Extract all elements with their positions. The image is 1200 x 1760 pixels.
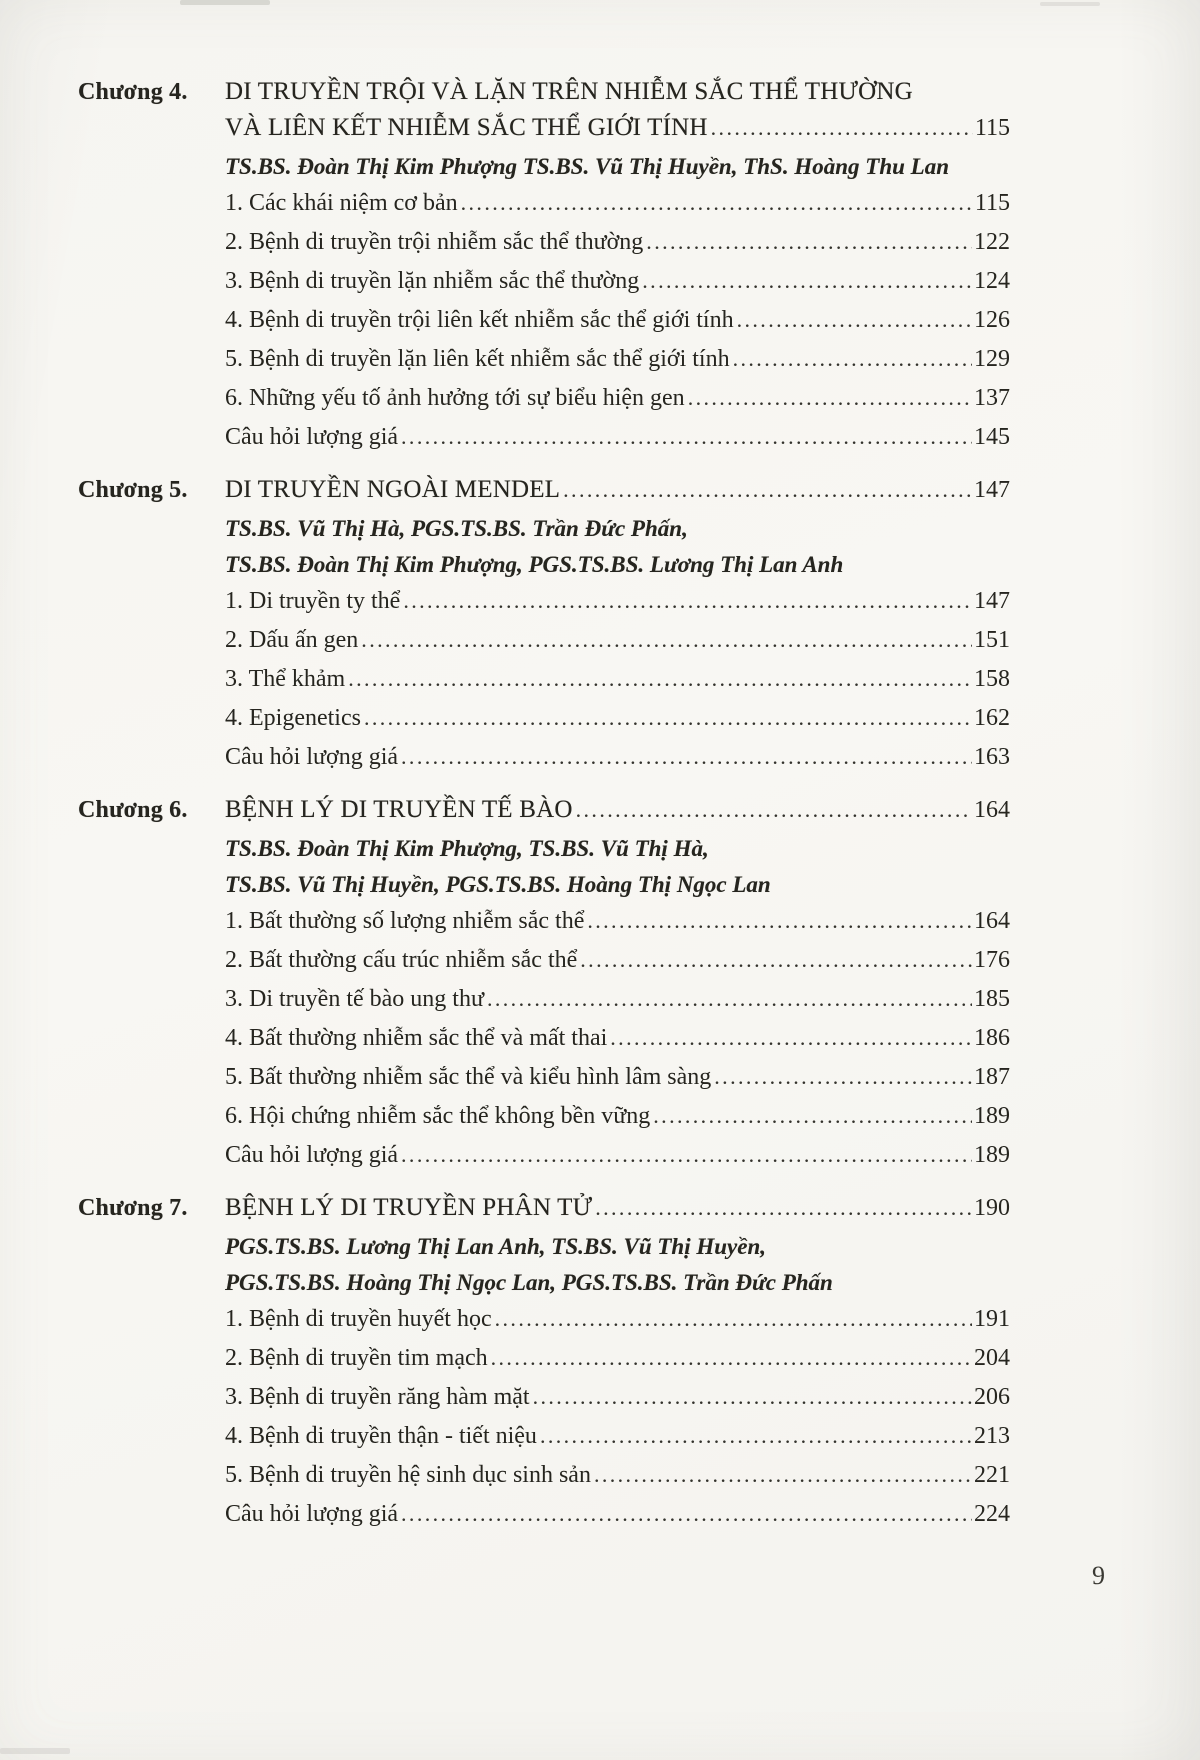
toc-entry-row [225,263,1010,302]
dot-leader [563,472,972,511]
chapter-label: Chương 5. [78,477,188,503]
toc-entry-page: 164 [974,908,1010,934]
toc-entry-page: 190 [974,1195,1010,1221]
toc-entry-text: Câu hỏi lượng giá [225,1501,399,1527]
toc-entry-text: VÀ LIÊN KẾT NHIỄM SẮC THỂ GIỚI TÍNH [225,114,708,141]
toc-entry-page: 204 [974,1345,1010,1371]
dot-leader [533,1379,972,1418]
dot-leader [594,1457,972,1496]
dot-leader [461,185,973,224]
table-of-contents [78,74,1010,1535]
toc-entry-text: BỆNH LÝ DI TRUYỀN PHÂN TỬ [225,1194,593,1221]
toc-entry-text: 1. Các khái niệm cơ bản [225,190,458,216]
toc-chapter-block [78,792,1010,1176]
chapter-content [225,472,1010,778]
dot-leader [580,942,972,981]
chapter-content [225,792,1010,1176]
toc-entry-page: 206 [974,1384,1010,1410]
toc-entry-text: 2. Dấu ấn gen [225,627,359,653]
toc-entry-row [225,419,1010,458]
toc-entry-row [225,1379,1010,1418]
dot-leader [642,263,972,302]
toc-entry-text: 5. Bệnh di truyền hệ sinh dục sinh sản [225,1462,591,1488]
toc-entry-page: 147 [974,477,1010,503]
toc-row-text: PGS.TS.BS. Hoàng Thị Ngọc Lan, PGS.TS.BS. Trần Đức Phấn [225,1270,833,1295]
dot-leader [401,1137,972,1176]
toc-entry-text: BỆNH LÝ DI TRUYỀN TẾ BÀO [225,796,573,823]
toc-entry-row [225,1020,1010,1059]
toc-entry-text: 2. Bất thường cấu trúc nhiễm sắc thể [225,947,578,973]
toc-row-text: TS.BS. Đoàn Thị Kim Phượng TS.BS. Vũ Thị Huyền, ThS. Hoàng Thu Lan [225,154,949,179]
dot-leader [487,981,972,1020]
toc-text-row [225,149,1010,185]
toc-text-row [225,1229,1010,1265]
dot-leader [610,1020,972,1059]
toc-row-text: TS.BS. Đoàn Thị Kim Phượng, PGS.TS.BS. Lương Thị Lan Anh [225,552,844,577]
toc-entry-row [225,583,1010,622]
toc-entry-row [225,1301,1010,1340]
dot-leader [595,1190,972,1229]
toc-entry-row [225,622,1010,661]
toc-text-row [225,1265,1010,1301]
toc-text-row [225,867,1010,903]
toc-entry-row [225,380,1010,419]
toc-entry-page: 189 [974,1103,1010,1129]
toc-text-row [225,547,1010,583]
dot-leader [364,700,972,739]
toc-entry-page: 124 [974,268,1010,294]
toc-entry-text: 4. Bất thường nhiễm sắc thể và mất thai [225,1025,608,1051]
toc-entry-page: 185 [974,986,1010,1012]
toc-entry-row [225,942,1010,981]
toc-entry-row [225,1340,1010,1379]
toc-entry-text: 3. Di truyền tế bào ung thư [225,986,484,1012]
toc-entry-page: 145 [974,424,1010,450]
toc-entry-page: 191 [974,1306,1010,1332]
toc-entry-row [225,1418,1010,1457]
toc-entry-text: Câu hỏi lượng giá [225,744,399,770]
toc-entry-text: 1. Di truyền ty thể [225,588,401,614]
dot-leader [737,302,972,341]
toc-entry-page: 213 [974,1423,1010,1449]
toc-entry-row [225,185,1010,224]
toc-entry-text: 3. Bệnh di truyền răng hàm mặt [225,1384,530,1410]
toc-entry-row [225,661,1010,700]
toc-entry-page: 187 [974,1064,1010,1090]
toc-entry-row [225,792,1010,831]
toc-entry-row [225,302,1010,341]
chapter-label: Chương 6. [78,797,188,823]
scan-artifact [0,1748,70,1754]
toc-entry-text: 4. Bệnh di truyền trội liên kết nhiễm sắc thể giới tính [225,307,734,333]
chapter-label: Chương 7. [78,1195,188,1221]
dot-leader [401,739,972,778]
toc-entry-page: 189 [974,1142,1010,1168]
toc-entry-page: 115 [974,190,1010,216]
toc-row-text: PGS.TS.BS. Lương Thị Lan Anh, TS.BS. Vũ Thị Huyền, [225,1234,767,1259]
toc-entry-page: 122 [974,229,1010,255]
corner-page-number: 9 [1092,1561,1105,1590]
dot-leader [714,1059,972,1098]
toc-entry-page: 176 [974,947,1010,973]
toc-entry-text: 2. Bệnh di truyền trội nhiễm sắc thể thường [225,229,644,255]
toc-row-text: TS.BS. Đoàn Thị Kim Phượng, TS.BS. Vũ Thị Hà, [225,836,709,861]
toc-entry-page: 126 [974,307,1010,333]
toc-row-text: TS.BS. Vũ Thị Huyền, PGS.TS.BS. Hoàng Thị Ngọc Lan [225,872,771,897]
dot-leader [401,1496,972,1535]
toc-entry-page: 158 [974,666,1010,692]
toc-entry-row [225,981,1010,1020]
toc-entry-row [225,1137,1010,1176]
toc-row-text: TS.BS. Vũ Thị Hà, PGS.TS.BS. Trần Đức Phấn, [225,516,688,541]
dot-leader [403,583,972,622]
dot-leader [688,380,972,419]
dot-leader [646,224,972,263]
toc-entry-text: 4. Epigenetics [225,705,361,731]
toc-chapter-block [78,472,1010,778]
toc-entry-page: 163 [974,744,1010,770]
toc-entry-page: 186 [974,1025,1010,1051]
toc-entry-text: 4. Bệnh di truyền thận - tiết niệu [225,1423,537,1449]
toc-entry-text: 5. Bệnh di truyền lặn liên kết nhiễm sắc thể giới tính [225,346,730,372]
toc-entry-page: 115 [974,115,1010,141]
dot-leader [491,1340,972,1379]
toc-entry-row [225,472,1010,511]
dot-leader [576,792,972,831]
toc-entry-row [225,1059,1010,1098]
toc-entry-text: 6. Những yếu tố ảnh hưởng tới sự biểu hiện gen [225,385,685,411]
toc-entry-text: 2. Bệnh di truyền tim mạch [225,1345,488,1371]
toc-entry-row [225,903,1010,942]
toc-text-row [225,74,1010,110]
toc-text-row [225,831,1010,867]
scan-artifact [1040,2,1100,6]
toc-entry-text: Câu hỏi lượng giá [225,424,399,450]
toc-entry-row [225,1190,1010,1229]
toc-row-text: DI TRUYỀN TRỘI VÀ LẶN TRÊN NHIỄM SẮC THỂ THƯỜNG [225,78,913,105]
dot-leader [348,661,972,700]
chapter-label: Chương 4. [78,79,188,105]
toc-entry-text: 1. Bệnh di truyền huyết học [225,1306,492,1332]
dot-leader [540,1418,972,1457]
toc-entry-row [225,110,1010,149]
toc-entry-row [225,700,1010,739]
dot-leader [711,110,973,149]
dot-leader [587,903,972,942]
dot-leader [495,1301,972,1340]
dot-leader [361,622,972,661]
toc-entry-row [225,1457,1010,1496]
toc-entry-row [225,1496,1010,1535]
toc-entry-page: 224 [974,1501,1010,1527]
toc-entry-row [225,341,1010,380]
toc-entry-text: 3. Thể khảm [225,666,346,692]
page-footer [78,1561,1105,1591]
toc-entry-text: 5. Bất thường nhiễm sắc thể và kiểu hình lâm sàng [225,1064,712,1090]
toc-entry-page: 151 [974,627,1010,653]
toc-entry-row [225,739,1010,778]
toc-entry-row [225,1098,1010,1137]
toc-entry-page: 162 [974,705,1010,731]
chapter-content [225,74,1010,458]
dot-leader [653,1098,972,1137]
toc-entry-text: DI TRUYỀN NGOÀI MENDEL [225,476,561,503]
toc-entry-page: 137 [974,385,1010,411]
toc-entry-page: 129 [974,346,1010,372]
toc-entry-page: 147 [974,588,1010,614]
dot-leader [401,419,972,458]
toc-entry-text: Câu hỏi lượng giá [225,1142,399,1168]
toc-entry-text: 3. Bệnh di truyền lặn nhiễm sắc thể thường [225,268,640,294]
toc-entry-page: 221 [974,1462,1010,1488]
toc-entry-page: 164 [974,797,1010,823]
toc-entry-row [225,224,1010,263]
chapter-content [225,1190,1010,1535]
toc-entry-text: 1. Bất thường số lượng nhiễm sắc thể [225,908,585,934]
toc-chapter-block [78,1190,1010,1535]
toc-chapter-block [78,74,1010,458]
toc-text-row [225,511,1010,547]
toc-entry-text: 6. Hội chứng nhiễm sắc thể không bền vững [225,1103,651,1129]
dot-leader [733,341,972,380]
scan-artifact [180,0,270,5]
